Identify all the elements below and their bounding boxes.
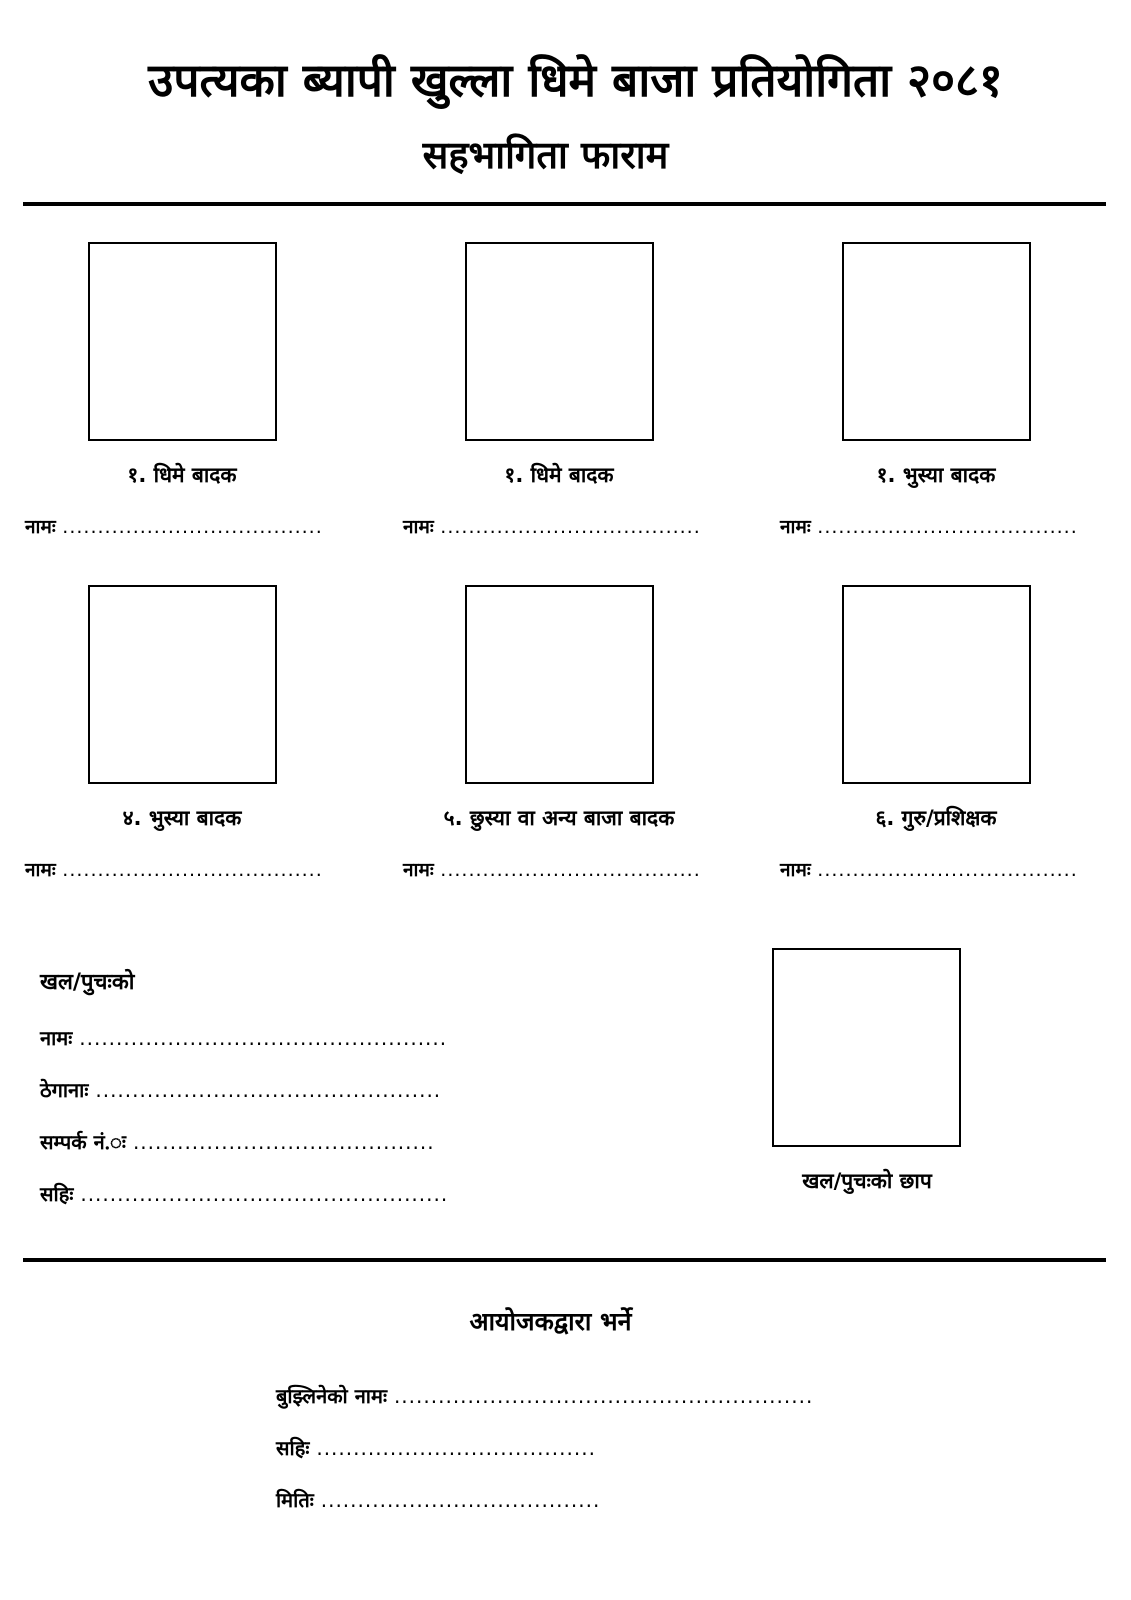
group-name-field [40,1024,447,1051]
name-label: नामः [403,859,434,881]
name-dots[interactable]: ..................................... [62,516,323,538]
name-dots[interactable]: ..................................... [817,516,1078,538]
stamp-box [772,948,961,1147]
participant-caption-5: ५. छुस्या वा अन्य बाजा बादक [443,806,675,830]
participant-caption-1: १. धिमे बादक [127,463,237,487]
field-label: ठेगानाः [40,1078,89,1102]
organizer-heading: आयोजकद्वारा भर्ने [469,1307,632,1336]
field-label: सम्पर्क नं.ः [40,1130,126,1154]
field-dots[interactable]: ............................................... [95,1078,442,1102]
form-subtitle: सहभागिता फाराम [422,133,669,177]
participant-name-line-2 [403,513,701,539]
field-label: बुझ्लिनेको नामः [276,1384,387,1408]
participant-caption-2: १. धिमे बादक [504,463,614,487]
receiver-name-field [276,1382,813,1409]
stamp-caption: खल/पुचःको छाप [802,1169,932,1193]
name-label: नामः [25,859,56,881]
group-address-field [40,1076,441,1103]
participant-name-line-1 [25,513,323,539]
participant-caption-4: ४. भुस्या बादक [122,806,242,830]
field-label: सहिः [40,1182,74,1206]
photo-box-participant-2 [465,242,654,441]
name-dots[interactable]: ..................................... [62,859,323,881]
field-dots[interactable]: ......................................... [132,1130,435,1154]
field-dots[interactable]: ...................................... [320,1488,601,1512]
participant-name-line-3 [780,513,1078,539]
section-divider [23,1258,1106,1262]
field-label: सहिः [276,1436,310,1460]
name-label: नामः [780,516,811,538]
field-label: मितिः [276,1488,314,1512]
form-title: उपत्यका ब्यापी खुल्ला धिमे बाजा प्रतियोगिता २०८१ [148,53,1003,107]
name-label: नामः [780,859,811,881]
field-label: नामः [40,1026,73,1050]
group-signature-field [40,1180,448,1207]
photo-box-participant-1 [88,242,277,441]
participant-name-line-5 [403,856,701,882]
name-dots[interactable]: ..................................... [817,859,1078,881]
name-label: नामः [25,516,56,538]
name-dots[interactable]: ..................................... [440,516,701,538]
participant-caption-3: १. भुस्या बादक [876,463,996,487]
photo-box-participant-4 [88,585,277,784]
photo-box-participant-5 [465,585,654,784]
participant-name-line-6 [780,856,1078,882]
header-divider [23,202,1106,206]
photo-box-participant-3 [842,242,1031,441]
name-label: नामः [403,516,434,538]
group-contact-field [40,1128,435,1155]
participant-name-line-4 [25,856,323,882]
field-dots[interactable]: .................................................. [79,1026,448,1050]
photo-box-participant-6 [842,585,1031,784]
name-dots[interactable]: ..................................... [440,859,701,881]
group-heading: खल/पुचःको [40,970,135,995]
field-dots[interactable]: .................................................. [80,1182,449,1206]
date-field [276,1486,600,1513]
participant-caption-6: ६. गुरु/प्रशिक्षक [875,806,997,830]
field-dots[interactable]: ......................................................... [393,1384,814,1408]
field-dots[interactable]: ...................................... [316,1436,596,1460]
receiver-signature-field [276,1434,596,1461]
